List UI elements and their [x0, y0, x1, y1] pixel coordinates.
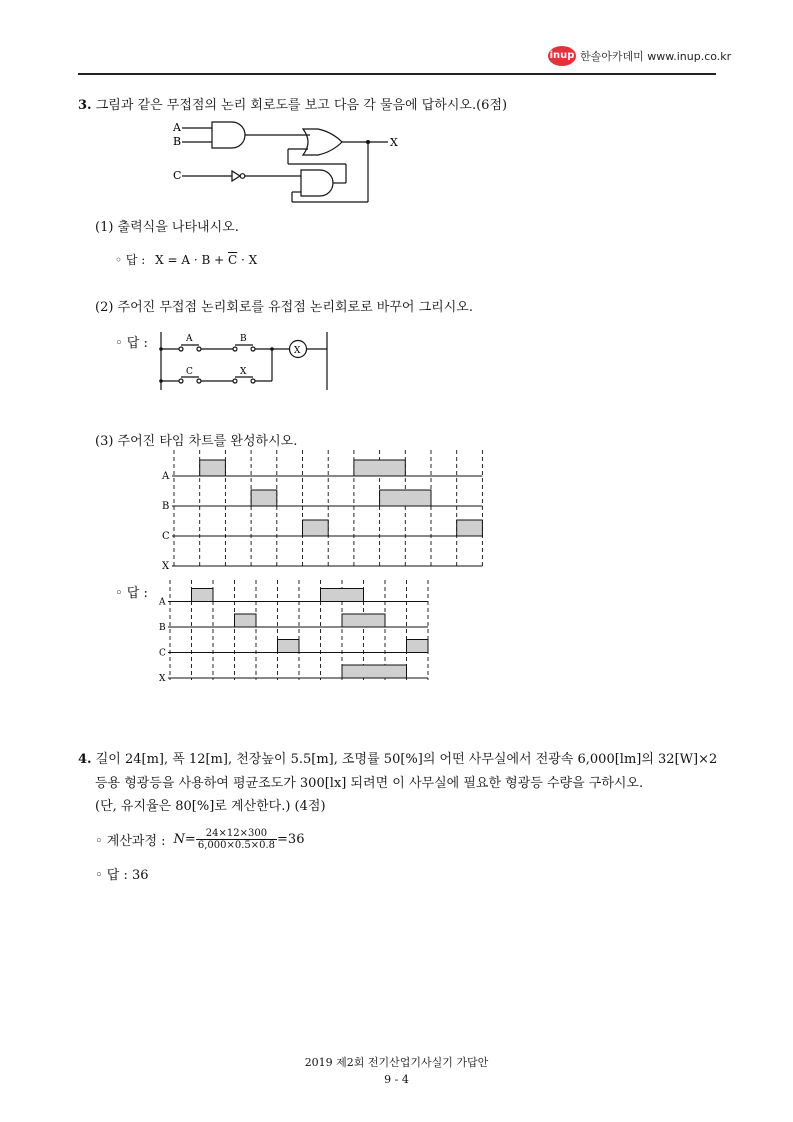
calc-prefix: ◦ 계산과정 : — [95, 833, 166, 849]
answer-lhs: X = A · B + — [155, 253, 229, 267]
pulse-a — [192, 589, 214, 602]
calc-fraction — [196, 828, 277, 851]
pulse-b — [342, 614, 385, 627]
pulse-a — [354, 460, 405, 476]
calc-denominator: 6,000×0.5×0.8 — [197, 839, 276, 851]
signal-label-c: C — [159, 648, 166, 659]
contact-a-label: A — [186, 334, 193, 344]
q3-number: 3. — [78, 98, 92, 113]
q4-line1-text: 길이 24[m], 폭 12[m], 천장높이 5.5[m], 조명률 50[%]의 어떤 사무실에서 전광속 6,000[lm]의 32[W]×2 — [95, 752, 718, 767]
signal-label-x: X — [162, 561, 170, 572]
q3-sub3-label: (3) 주어진 타임 차트를 완성하시오. — [95, 434, 298, 449]
inup-logo: inup — [548, 46, 576, 66]
output-x-label: X — [390, 136, 398, 149]
pulse-b — [251, 490, 277, 506]
answer-prefix: ◦ 답 : — [115, 253, 146, 267]
answer-c-bar: $\overline{C}$ — [228, 253, 238, 267]
timing-chart-question — [155, 448, 490, 572]
q3-sub3-answer-prefix: ◦ 답 : — [115, 586, 148, 601]
q4-line2: 등용 형광등을 사용하여 평균조도가 300[lx] 되려면 이 사무실에 필요한 형광등 수량을 구하시오. — [95, 776, 644, 791]
signal-label-x: X — [159, 674, 166, 684]
contact-x-label: X — [240, 367, 247, 377]
pulse-a — [200, 460, 226, 476]
q3-prompt — [78, 94, 507, 113]
pulse-b — [380, 490, 431, 506]
coil-x-label: X — [294, 346, 301, 356]
input-a-label: A — [173, 121, 181, 134]
answer-rhs: · X — [237, 253, 258, 267]
q4-answer — [95, 864, 149, 883]
junction-dot — [366, 140, 370, 144]
q4-line3: (단, 유지율은 80[%]로 계산한다.) (4점) — [95, 799, 326, 814]
q4-line1 — [78, 748, 717, 767]
signal-label-c: C — [162, 531, 170, 542]
pulse-c — [278, 640, 300, 653]
timing-chart-answer — [155, 578, 435, 684]
q3-sub1-answer — [115, 251, 257, 268]
footer-title: 2019 제2회 전기산업기사실기 가답안 — [304, 1056, 489, 1069]
contact-c-label: C — [186, 367, 193, 377]
calc-numerator: 24×12×300 — [196, 828, 277, 840]
signal-label-b: B — [159, 623, 166, 633]
signal-label-b: B — [162, 501, 170, 512]
q4-answer-value: 36 — [132, 868, 149, 883]
calc-n: N= — [173, 831, 196, 847]
calc-result: =36 — [277, 831, 305, 847]
footer-page: 9 - 4 — [384, 1073, 409, 1086]
q4-answer-prefix: ◦ 답 : — [95, 868, 128, 883]
relay-ladder-diagram — [155, 328, 335, 398]
q3-sub1-label: (1) 출력식을 나타내시오. — [95, 220, 239, 235]
contact-b-label: B — [240, 334, 247, 344]
pulse-x — [342, 665, 407, 678]
pulse-c — [457, 520, 483, 536]
q3-text: 그림과 같은 무접점의 논리 회로도를 보고 다음 각 물음에 답하시오.(6점) — [95, 98, 508, 113]
pulse-c — [303, 520, 329, 536]
q3-sub2-answer-prefix: ◦ 답 : — [115, 336, 148, 351]
brand-text: 한솔아카데미 www.inup.co.kr — [580, 50, 732, 63]
q4-number: 4. — [78, 752, 92, 767]
q3-sub2-label: (2) 주어진 무접점 논리회로를 유접점 논리회로로 바꾸어 그리시오. — [95, 300, 473, 315]
q4-calculation — [95, 822, 304, 856]
input-c-label: C — [173, 169, 182, 182]
pulse-c — [407, 640, 429, 653]
pulse-a — [321, 589, 364, 602]
input-b-label: B — [173, 135, 182, 148]
pulse-b — [235, 614, 257, 627]
logic-circuit-diagram — [170, 118, 410, 214]
header-rule — [78, 73, 716, 75]
signal-label-a: A — [159, 597, 166, 608]
signal-label-a: A — [162, 471, 170, 482]
